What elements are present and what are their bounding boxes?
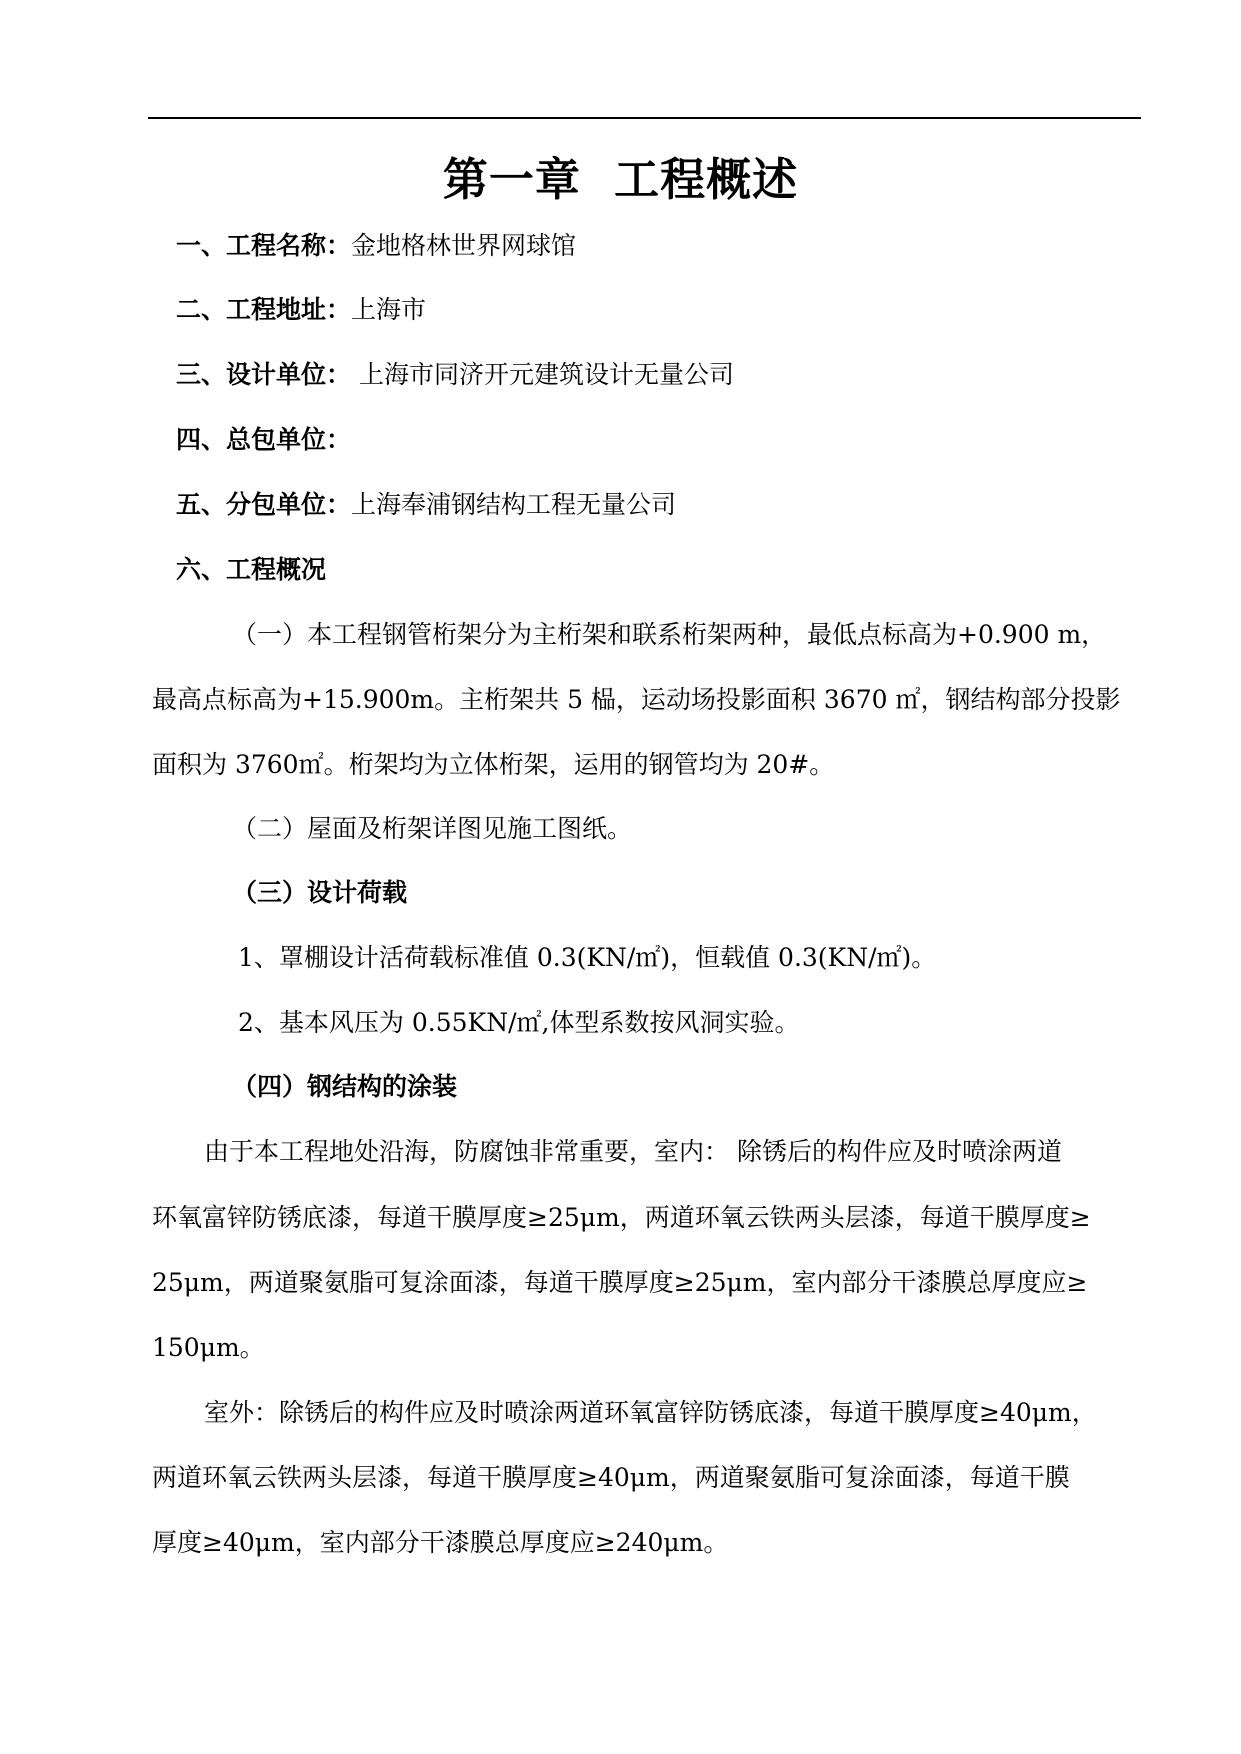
project-name-value: 金地格林世界网球馆 (351, 231, 577, 260)
indoor-coating-line-2: 环氧富锌防锈底漆，每道干膜厚度≥25μm，两道环氧云铁两头层漆，每道干膜厚度≥ (152, 1203, 1091, 1232)
indoor-coating-line-1: 由于本工程地处沿海，防腐蚀非常重要，室内： 除锈后的构件应及时喷涂两道 (204, 1137, 1062, 1166)
general-contractor-label: 四、总包单位： (176, 425, 352, 454)
subcontractor-value: 上海奉浦钢结构工程无量公司 (351, 490, 677, 519)
project-address-value: 上海市 (351, 295, 427, 324)
design-unit-row (176, 357, 734, 393)
section-overview-heading: 六、工程概况 (176, 555, 327, 584)
design-unit-value: 上海市同济开元建筑设计无量公司 (351, 360, 734, 389)
project-name-row (176, 228, 576, 264)
outdoor-coating-line-1: 室外：除锈后的构件应及时喷涂两道环氧富锌防锈底漆，每道干膜厚度≥40μm， (204, 1398, 1097, 1427)
subcontractor-row (176, 487, 676, 523)
chapter-title: 第一章 工程概述 (442, 153, 799, 206)
header-rule (148, 117, 1141, 119)
design-unit-label: 三、设计单位： (176, 360, 352, 389)
roof-drawing-note: （二）屋面及桁架详图见施工图纸。 (232, 814, 633, 843)
truss-paragraph-line-2: 最高点标高为+15.900m。主桁架共 5 榀，运动场投影面积 3670 ㎡，钢结构部分投影 (152, 685, 1121, 714)
general-contractor-row (176, 422, 351, 458)
project-address-row (176, 292, 426, 328)
outdoor-coating-line-2: 两道环氧云铁两头层漆，每道干膜厚度≥40μm，两道聚氨脂可复涂面漆，每道干膜 (152, 1463, 1070, 1492)
load-item-2: 2、基本风压为 0.55KN/㎡,体型系数按风洞实验。 (238, 1008, 800, 1037)
design-load-heading: （三）设计荷载 (232, 878, 408, 907)
indoor-coating-line-4: 150μm。 (152, 1333, 265, 1362)
coating-heading: （四）钢结构的涂装 (232, 1072, 458, 1101)
indoor-coating-line-3: 25μm，两道聚氨脂可复涂面漆，每道干膜厚度≥25μm，室内部分干漆膜总厚度应≥ (152, 1268, 1088, 1297)
project-name-label: 一、工程名称： (176, 231, 352, 260)
load-item-1: 1、罩棚设计活荷载标准值 0.3(KN/㎡)，恒载值 0.3(KN/㎡)。 (238, 943, 937, 972)
project-address-label: 二、工程地址： (176, 295, 352, 324)
truss-paragraph-line-1: （一）本工程钢管桁架分为主桁架和联系桁架两种，最低点标高为+0.900 m， (232, 620, 1107, 649)
truss-paragraph-line-3: 面积为 3760㎡。桁架均为立体桁架，运用的钢管均为 20#。 (152, 750, 835, 779)
outdoor-coating-line-3: 厚度≥40μm，室内部分干漆膜总厚度应≥240μm。 (152, 1528, 729, 1557)
subcontractor-label: 五、分包单位： (176, 490, 352, 519)
